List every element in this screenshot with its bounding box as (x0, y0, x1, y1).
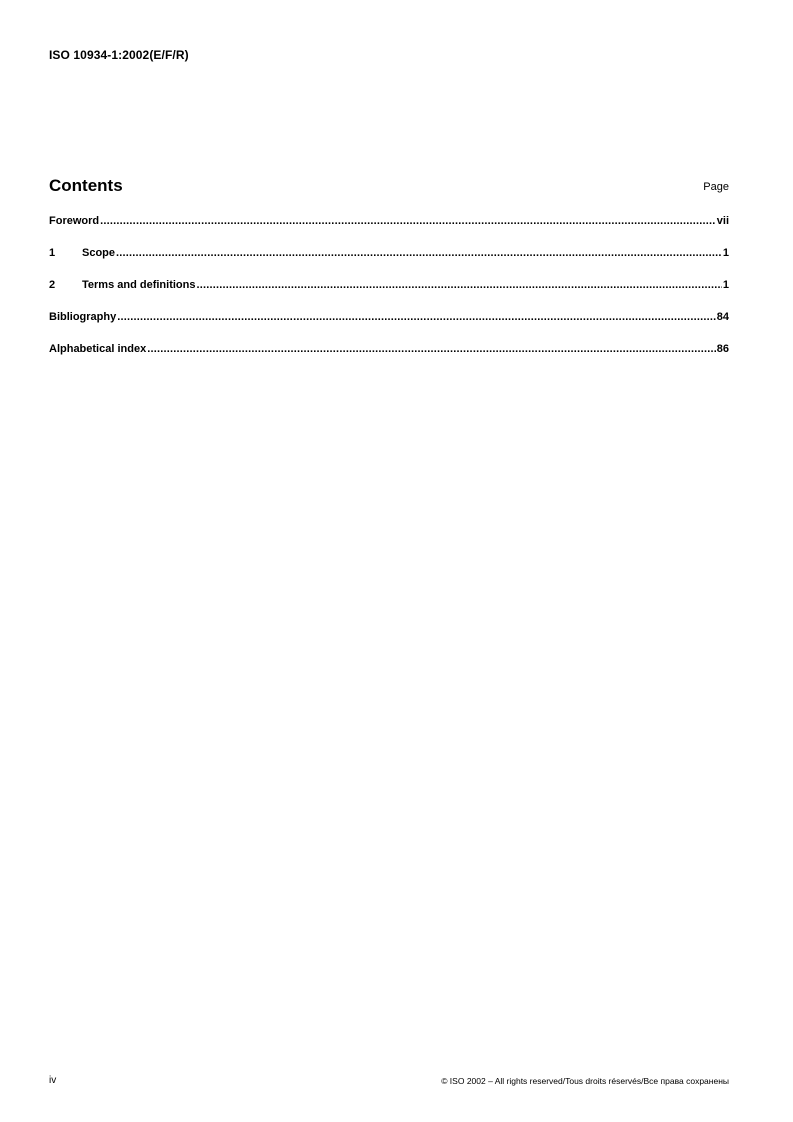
toc-dot-leader (196, 279, 721, 291)
footer-copyright: © ISO 2002 – All rights reserved/Tous droits réservés/Все права сохранены (441, 1076, 729, 1086)
toc-entry-label: Foreword (49, 215, 100, 227)
toc-entry-label: Bibliography (49, 311, 117, 323)
toc-entry-page: 84 (716, 311, 729, 323)
toc-entry-label: Scope (82, 247, 116, 259)
toc-entry-number: 1 (49, 247, 56, 259)
toc-entry-scope[interactable] (49, 247, 729, 279)
toc-entry-label: Alphabetical index (49, 343, 147, 355)
toc-dot-leader (117, 311, 716, 323)
toc-dot-leader (147, 343, 716, 355)
toc-entry-terms-and-definitions[interactable] (49, 279, 729, 311)
contents-heading (49, 176, 729, 198)
toc-entry-page: vii (716, 215, 729, 227)
toc-entry-page: 1 (722, 279, 729, 291)
document-id-header: ISO 10934-1:2002(E/F/R) (49, 48, 189, 62)
toc-entry-alphabetical-index[interactable] (49, 343, 729, 375)
page-footer (49, 1075, 729, 1089)
toc-dot-leader (100, 215, 716, 227)
toc-entry-foreword[interactable] (49, 215, 729, 247)
page-column-label: Page (703, 181, 729, 193)
contents-title: Contents (49, 176, 123, 195)
footer-page-number: iv (49, 1075, 57, 1086)
toc-dot-leader (116, 247, 722, 259)
table-of-contents (49, 215, 729, 375)
toc-entry-page: 86 (716, 343, 729, 355)
toc-entry-label: Terms and definitions (82, 279, 196, 291)
toc-entry-number: 2 (49, 279, 56, 291)
toc-entry-page: 1 (722, 247, 729, 259)
toc-entry-bibliography[interactable] (49, 311, 729, 343)
